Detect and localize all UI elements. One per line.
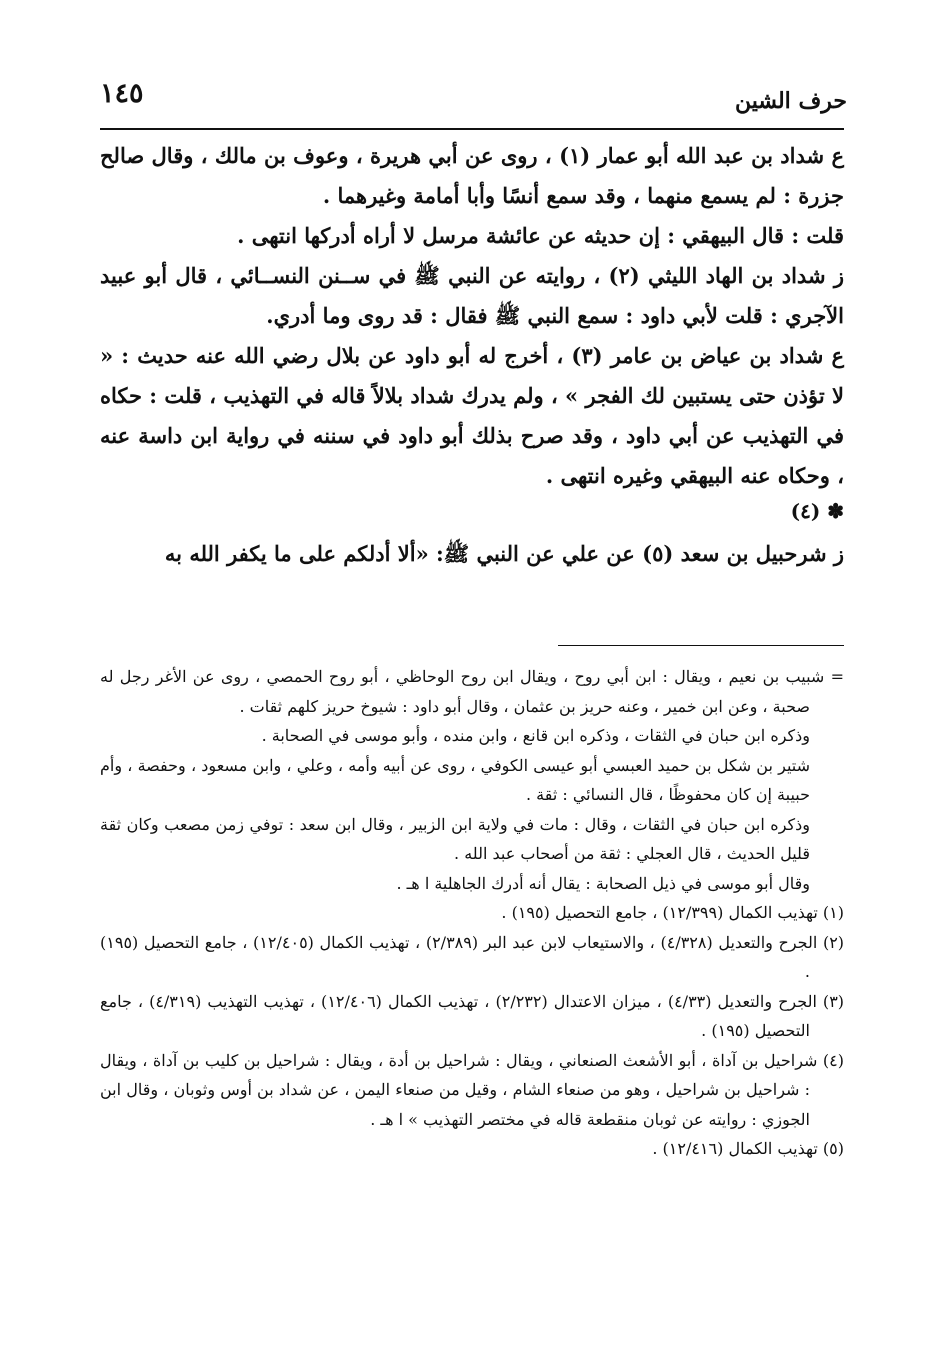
main-text bbox=[100, 136, 844, 574]
footnote-3: (٣) الجرح والتعديل (٤/٣٣) ، ميزان الاعتدال (٢/٢٣٢) ، تهذيب الكمال (١٢/٤٠٦) ، تهذيب التهذيب (٤/٣١٩) ، جامع التحصيل (١٩٥) . bbox=[100, 991, 845, 1040]
ornament-footnote-marker: ✽ (٤) bbox=[790, 499, 844, 523]
footnote-continuation-1: = شبيب بن نعيم ، ويقال : ابن أبي روح ، ويقال ابن روح الوحاظي ، أبو روح الحمصي ، روى عن الأغر رجل له صحبة ، وعن ابن خمير ، وعنه حريز بن عثمان ، وقال أبو داود : شيوخ حريز كلهم ثقات . bbox=[100, 667, 844, 716]
footnote-continuation-4: وذكره ابن حبان في الثقات ، وقال : مات في ولاية ابن الزبير ، وقال ابن سعد : توفي زمن مصعب وكان ثقة قليل الحديث ، قال العجلي : ثقة من أصحاب عبد الله . bbox=[100, 814, 810, 863]
footnote-continuation-3: شتير بن شكل بن حميد العبسي أبو عيسى الكوفي ، روى عن أبيه وأمه ، وعلي ، وابن مسعود ، وحفصة ، وأم حبيبة إن كان محفوظًا ، قال النسائي : ثقة . bbox=[100, 755, 810, 804]
footnotes bbox=[100, 662, 844, 1164]
running-title: حرف الشين bbox=[734, 88, 847, 114]
footnote-4: (٤) شراحيل بن آداة ، أبو الأشعث الصنعاني ، ويقال : شراحيل بن أدة ، ويقال : شراحيل بن كليب بن آداة ، ويقال : شراحيل بن شراحيل ، وهو من صنعاء الشام ، وقيل من صنعاء اليمن ، عن شداد بن أوس وثوبان ، وقال ابن الجوزي : روايته عن ثوبان منقطعة قاله في مختصر التهذيب » ا هـ . bbox=[100, 1050, 844, 1129]
entry-shaddad-ibn-abdullah: ع شداد بن عبد الله أبو عمار (١) ، روى عن أبي هريرة ، وعوف بن مالك ، وقال صالح جزرة : لم يسمع منهما ، وقد سمع أنسًا وأبا أمامة وغيرهما . bbox=[100, 143, 844, 208]
footnote-continuation-5: وقال أبو موسى في ذيل الصحابة : يقال أنه أدرك الجاهلية ا هـ . bbox=[396, 873, 810, 893]
footnote-2: (٢) الجرح والتعديل (٤/٣٢٨) ، والاستيعاب لابن عبد البر (٢/٣٨٩) ، تهذيب الكمال (١٢/٤٠٥) ، جامع التحصيل (١٩٥) . bbox=[100, 932, 845, 981]
footnote-rule bbox=[558, 645, 844, 646]
page-number: ١٤٥ bbox=[100, 78, 144, 109]
entry-shaddad-ibn-al-had: ز شداد بن الهاد الليثي (٢) ، روايته عن النبي ﷺ في ســنن النســائي ، قال أبو عبيد الآجري : قلت لأبي داود : سمع النبي ﷺ فقال : قد روى وما أدري. bbox=[100, 263, 844, 328]
footnote-continuation-2: وذكره ابن حبان في الثقات ، وذكره ابن قانع ، وابن منده ، وأبو موسى في الصحابة . bbox=[261, 726, 810, 745]
entry-shaddad-ibn-iyad: ع شداد بن عياض بن عامر (٣) ، أخرج له أبو داود عن بلال رضي الله عنه حديث : « لا تؤذن حتى يستبين لك الفجر » ، ولم يدرك شداد بلالاً قاله في التهذيب ، قلت : حكاه في التهذيب عن أبي داود ، وقد صرح بذلك أبو داود في سننه في رواية ابن داسة عنه ، وحكاه عنه البيهقي وغيره انتهى . bbox=[100, 343, 845, 488]
footnote-5: (٥) تهذيب الكمال (١٢/٤١٦) . bbox=[652, 1139, 844, 1158]
entry-shurahbil-ibn-sad: ز شرحبيل بن سعد (٥) عن علي عن النبي ﷺ: «ألا أدلكم على ما يكفر الله به bbox=[164, 541, 844, 566]
page-header bbox=[100, 78, 847, 122]
footnote-1: (١) تهذيب الكمال (١٢/٣٩٩) ، جامع التحصيل (١٩٥) . bbox=[501, 903, 844, 922]
comment-bayhaqi: قلت : قال البيهقي : إن حديثه عن عائشة مرسل لا أراه أدركها انتهى . bbox=[237, 223, 844, 248]
header-rule bbox=[100, 128, 844, 130]
